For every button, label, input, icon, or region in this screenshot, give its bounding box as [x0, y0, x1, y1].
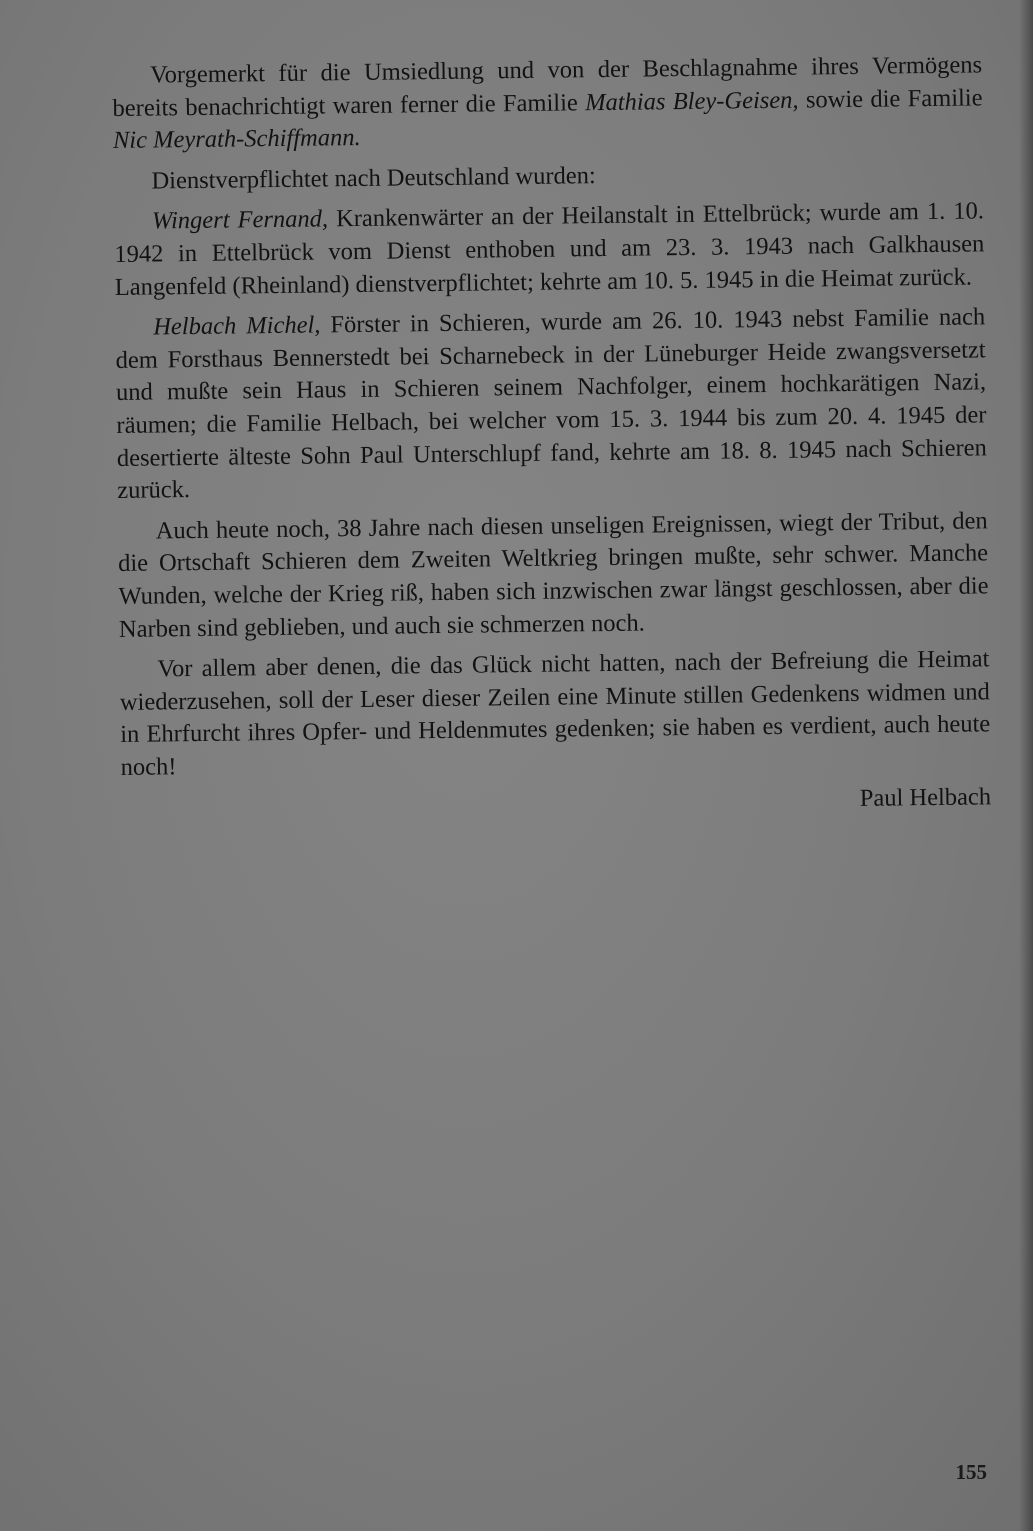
person-name-wingert: Wingert Fernand,: [151, 205, 329, 235]
paragraph-today: Auch heute noch, 38 Jahre nach diesen unseligen Ereignissen, wiegt der Tribut, den die Ortschaft Schieren dem Zweiten Weltkrieg bringen mußte, sehr schwer. Manche Wunden, welche der Krieg riß, haben sich inzwischen zwar längst geschlossen, aber die Narben sind geblieben, und auch sie schmerzen noch.: [117, 507, 989, 643]
page-edge-shadow: [1019, 0, 1033, 1531]
author-signature: Paul Helbach: [859, 783, 992, 813]
paragraph-heading-conscripted: Dienstverpflichtet nach Deutschland wurden:: [151, 161, 596, 195]
paragraph-resettlement: Vorgemerkt für die Umsiedlung und von der Beschlagnahme ihres Vermögens bereits benachrichtigt waren ferner die Familie Mathias Bley-Geisen, sowie die Familie Nic Meyrath-Schiffmann.: [112, 51, 983, 155]
paragraph-helbach: Helbach Michel, Förster in Schieren, wurde am 26. 10. 1943 nebst Familie nach dem Forsthaus Bennerstedt bei Scharnebeck in der Lüneburger Heide zwangsversetzt und mußte sein Haus in Schieren seinem Nachfolger, einem hochkarätigen Nazi, räumen; die Familie Helbach, bei welcher vom 15. 3. 1944 bis zum 20. 4. 1945 der desertierte älteste Sohn Paul Unterschlupf fand, kehrte am 18. 8. 1945 nach Schieren zurück.: [115, 303, 987, 505]
family-name-meyrath-schiffmann: Nic Meyrath-Schiffmann.: [112, 124, 361, 155]
paragraph-wingert: Wingert Fernand, Krankenwärter an der Heilanstalt in Ettelbrück; wurde am 1. 10. 1942 in Ettelbrück vom Dienst enthoben und am 23. 3. 1943 nach Galkhausen Langenfeld (Rheinland) dienstverpflichtet; kehrte am 10. 5. 1945 in die Heimat zurück.: [114, 197, 985, 301]
body-text: [112, 49, 991, 832]
paragraph-remembrance: Vor allem aber denen, die das Glück nicht hatten, nach der Befreiung die Heimat wiederzusehen, soll der Leser dieser Zeilen eine Minute stillen Gedenkens widmen und in Ehrfurcht ihres Opfer- und Heldenmutes gedenken; sie haben es verdient, auch heute noch!: [119, 645, 991, 781]
family-name-bley-geisen: Mathias Bley-Geisen,: [584, 86, 799, 116]
person-name-helbach: Helbach Michel,: [153, 311, 321, 341]
page-number: 155: [955, 1460, 987, 1484]
